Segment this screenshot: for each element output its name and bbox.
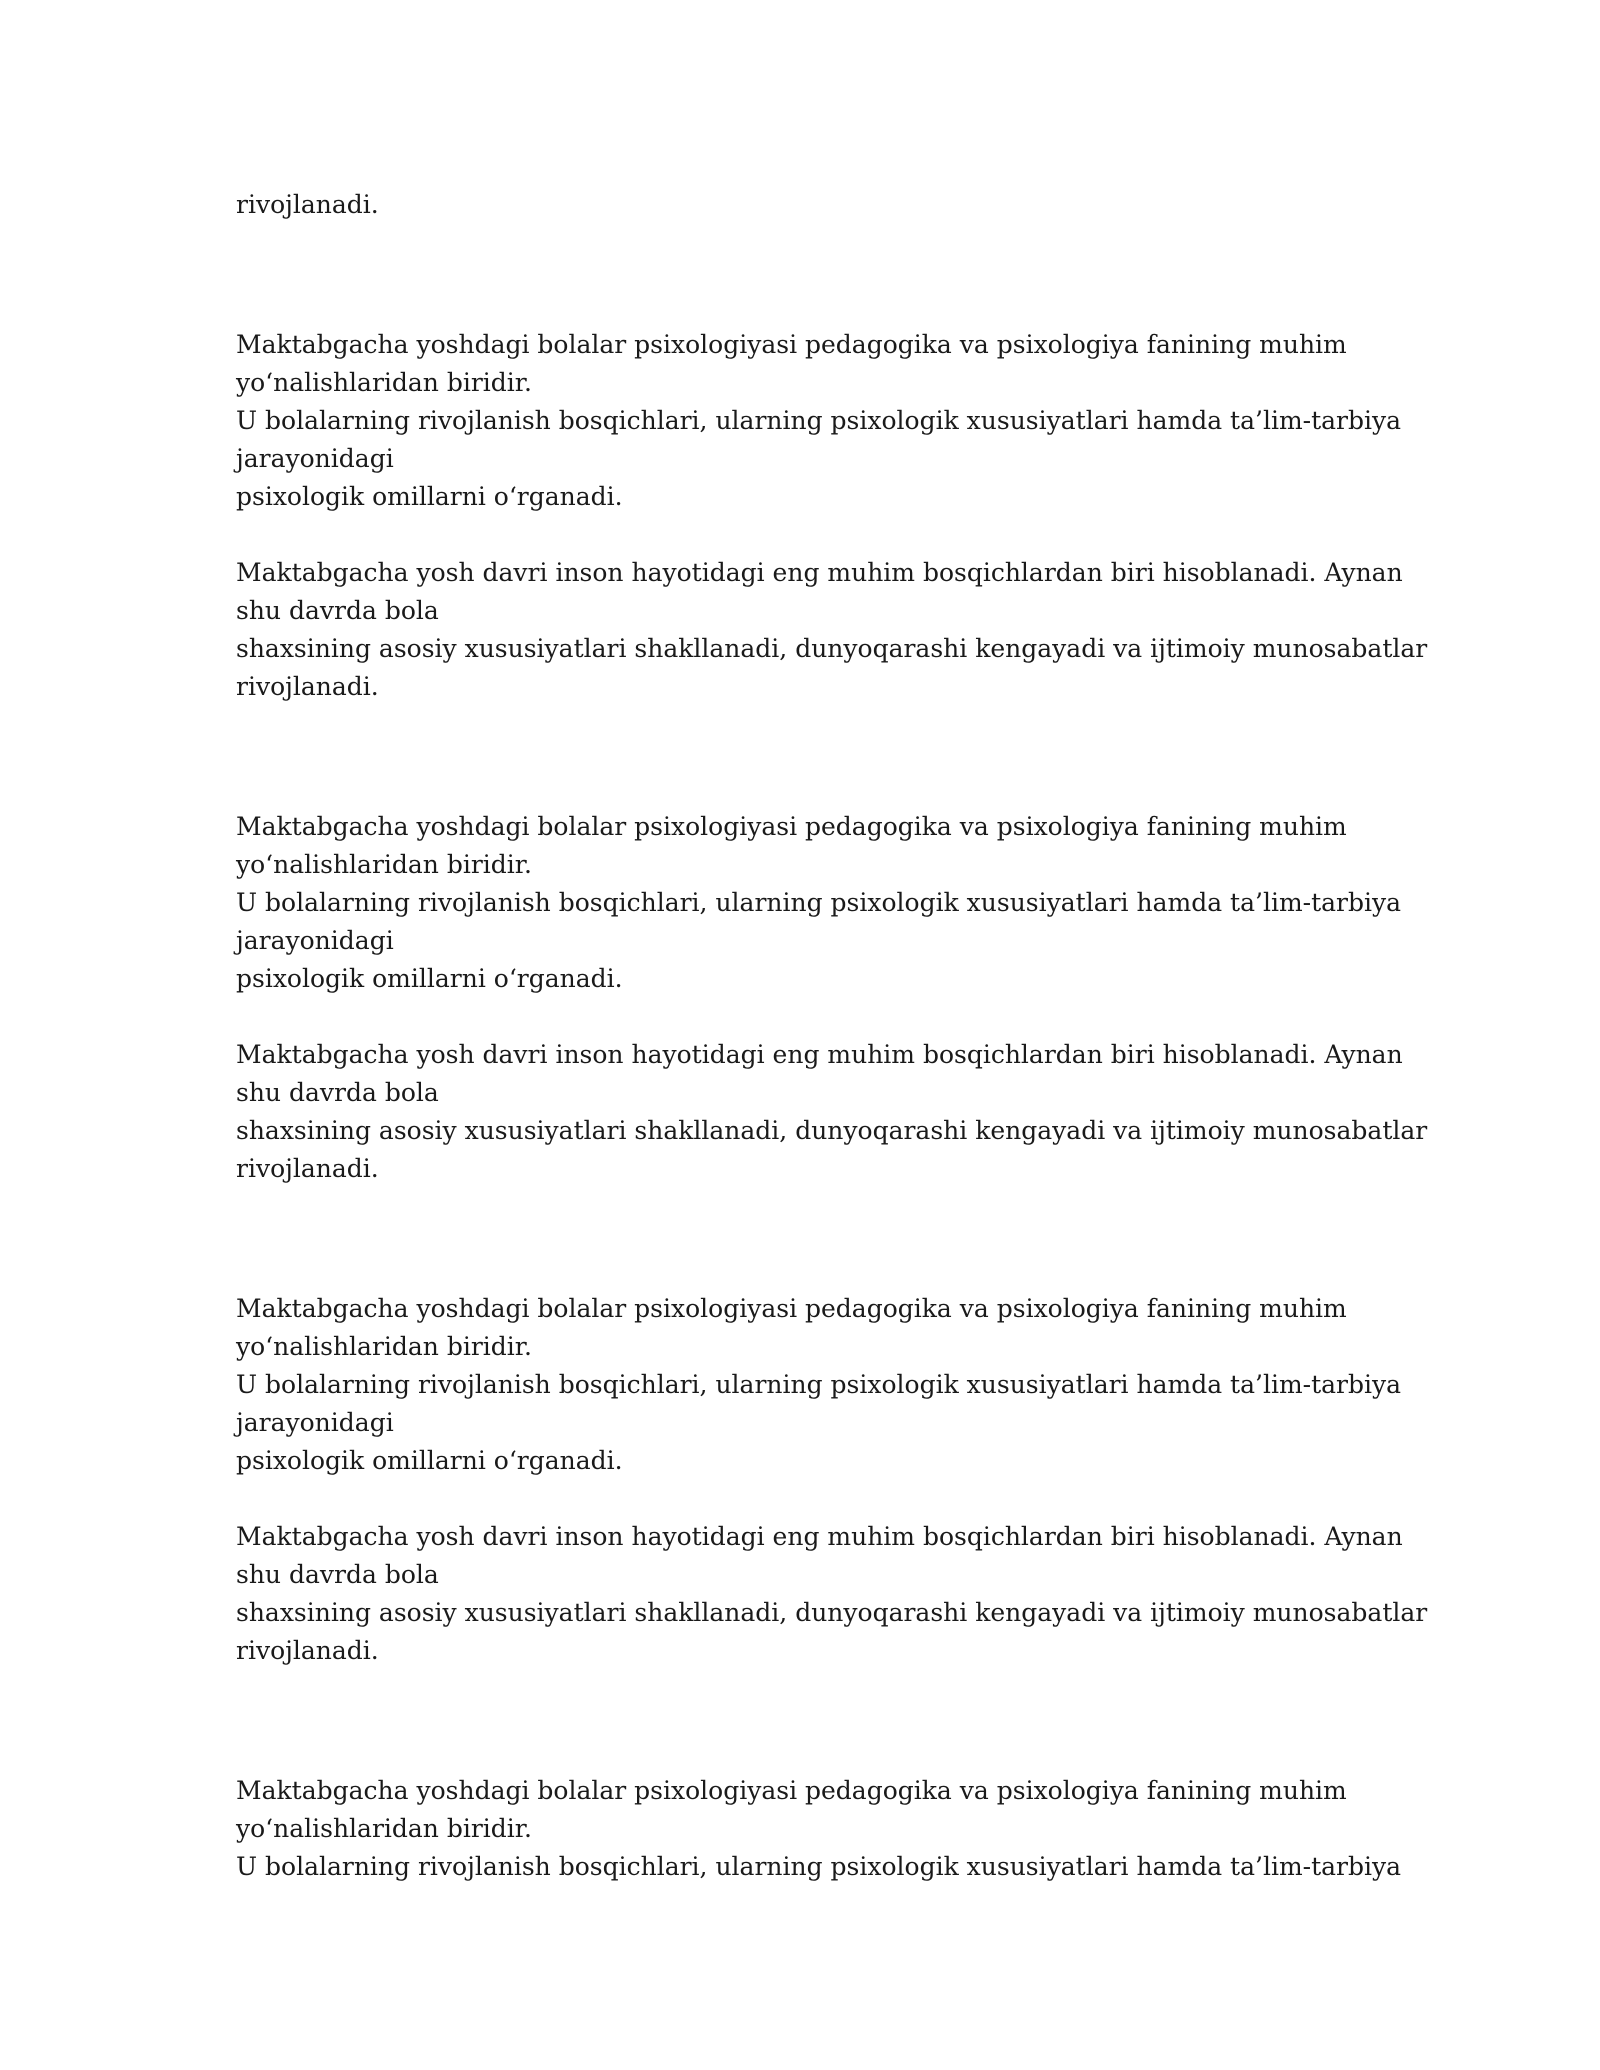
text-line: yo‘nalishlaridan biridir. bbox=[236, 1332, 532, 1361]
text-line: shu davrda bola bbox=[236, 596, 439, 625]
text-line: psixologik omillarni o‘rganadi. bbox=[236, 1446, 623, 1475]
text-line: jarayonidagi bbox=[236, 444, 394, 473]
text-line: shaxsining asosiy xususiyatlari shakllanadi, dunyoqarashi kengayadi va ijtimoiy munosabatlar bbox=[236, 1116, 1428, 1145]
text-line: Maktabgacha yosh davri inson hayotidagi eng muhim bosqichlardan biri hisoblanadi. Aynan bbox=[236, 1040, 1403, 1069]
text-line: rivojlanadi. bbox=[236, 190, 379, 219]
paragraph-intro bbox=[236, 1290, 1402, 1480]
paragraph-period bbox=[236, 1518, 1428, 1670]
text-line: yo‘nalishlaridan biridir. bbox=[236, 850, 532, 879]
paragraph-intro bbox=[236, 808, 1402, 998]
paragraph-intro bbox=[236, 326, 1402, 516]
text-line: psixologik omillarni o‘rganadi. bbox=[236, 964, 623, 993]
text-line: Maktabgacha yosh davri inson hayotidagi eng muhim bosqichlardan biri hisoblanadi. Aynan bbox=[236, 1522, 1403, 1551]
text-line: yo‘nalishlaridan biridir. bbox=[236, 1814, 532, 1843]
text-line: Maktabgacha yosh davri inson hayotidagi eng muhim bosqichlardan biri hisoblanadi. Aynan bbox=[236, 558, 1403, 587]
text-line: shu davrda bola bbox=[236, 1560, 439, 1589]
text-line: U bolalarning rivojlanish bosqichlari, ularning psixologik xususiyatlari hamda ta’lim-tarbiya bbox=[236, 888, 1402, 917]
text-line: rivojlanadi. bbox=[236, 672, 379, 701]
text-line: shaxsining asosiy xususiyatlari shakllanadi, dunyoqarashi kengayadi va ijtimoiy munosabatlar bbox=[236, 634, 1428, 663]
text-line: Maktabgacha yoshdagi bolalar psixologiyasi pedagogika va psixologiya fanining muhim bbox=[236, 812, 1347, 841]
paragraph-fragment-top bbox=[236, 186, 1386, 224]
text-line: rivojlanadi. bbox=[236, 1154, 379, 1183]
text-line: shu davrda bola bbox=[236, 1078, 439, 1107]
text-line: U bolalarning rivojlanish bosqichlari, ularning psixologik xususiyatlari hamda ta’lim-tarbiya bbox=[236, 1852, 1402, 1881]
text-line: U bolalarning rivojlanish bosqichlari, ularning psixologik xususiyatlari hamda ta’lim-tarbiya bbox=[236, 1370, 1402, 1399]
text-line: rivojlanadi. bbox=[236, 1636, 379, 1665]
paragraph-period bbox=[236, 554, 1428, 706]
text-line: jarayonidagi bbox=[236, 926, 394, 955]
text-line: yo‘nalishlaridan biridir. bbox=[236, 368, 532, 397]
text-line: shaxsining asosiy xususiyatlari shakllanadi, dunyoqarashi kengayadi va ijtimoiy munosabatlar bbox=[236, 1598, 1428, 1627]
text-line: Maktabgacha yoshdagi bolalar psixologiyasi pedagogika va psixologiya fanining muhim bbox=[236, 330, 1347, 359]
text-line: Maktabgacha yoshdagi bolalar psixologiyasi pedagogika va psixologiya fanining muhim bbox=[236, 1776, 1347, 1805]
text-line: jarayonidagi bbox=[236, 1408, 394, 1437]
paragraph-fragment-bottom bbox=[236, 1772, 1402, 1886]
text-line: psixologik omillarni o‘rganadi. bbox=[236, 482, 623, 511]
text-line: U bolalarning rivojlanish bosqichlari, ularning psixologik xususiyatlari hamda ta’lim-tarbiya bbox=[236, 406, 1402, 435]
text-line: Maktabgacha yoshdagi bolalar psixologiyasi pedagogika va psixologiya fanining muhim bbox=[236, 1294, 1347, 1323]
paragraph-period bbox=[236, 1036, 1428, 1188]
